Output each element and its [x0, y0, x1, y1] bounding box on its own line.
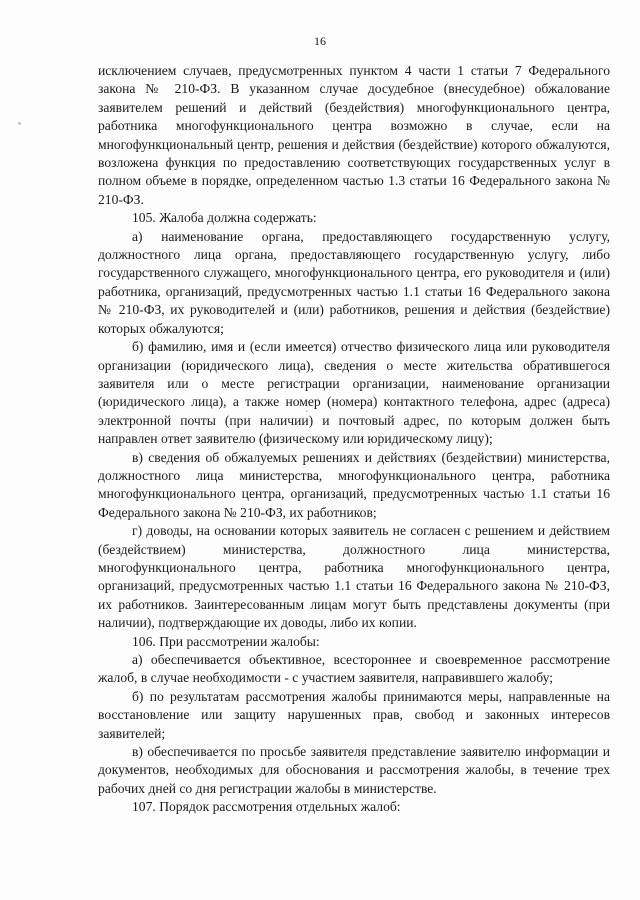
clause-105-item-a: а) наименование органа, предоставляющего государственную услугу, должностного лица органа, предоставляющего государственную услугу, либо государственного служащего, многофункционального центра, его руководителя и (или) работника, организаций, предусмотренных частью 1.1 статьи 16 Федерального закона № 210-ФЗ, их руководителей и (или) работников, решения и действия (бездействие) которых обжалуются;	[98, 228, 610, 336]
clause-105-item-g: г) доводы, на основании которых заявитель не согласен с решением и действием (бездействием) министерства, должностного лица министерства, многофункционального центра, работника многофункционального центра, организаций, предусмотренных частью 1.1 статьи 16 Федерального закона № 210-ФЗ, их работников. Заинтересованным лицам могут быть представлены документы (при наличии), подтверждающие их доводы, либо их копии.	[98, 523, 610, 631]
clause-105-heading: 105. Жалоба должна содержать:	[132, 210, 317, 226]
document-body	[98, 62, 610, 817]
scan-speck	[306, 410, 308, 412]
scan-speck	[18, 122, 21, 125]
clause-106-heading: 106. При рассмотрении жалобы:	[132, 633, 320, 649]
clause-106-item-b: б) по результатам рассмотрения жалобы принимаются меры, направленные на восстановление или защиту нарушенных прав, свобод и законных интересов заявителей;	[98, 688, 610, 741]
page-number: 16	[314, 34, 326, 48]
clause-105-item-b: б) фамилию, имя и (если имеется) отчество физического лица или руководителя организации (юридического лица), сведения о месте жительства обратившегося заявителя или о месте регистрации организации, наименование организации (юридического лица), а также номер (номера) контактного телефона, адрес (адреса) электронной почты (при наличии) и почтовый адрес, по которым должен быть направлен ответ заявителю (физическому или юридическому лицу);	[98, 339, 610, 447]
paragraph-continuation: исключением случаев, предусмотренных пунктом 4 части 1 статьи 7 Федерального закона № 210-ФЗ. В указанном случае досудебное (внесудебное) обжалование заявителем решений и действий (бездействия) многофункционального центра, работника многофункционального центра возможно в случае, если на многофункциональный центр, решения и действия (бездействие) которого обжалуются, возложена функция по предоставлению соответствующих государственных услуг в полном объеме в порядке, определенном частью 1.3 статьи 16 Федерального закона № 210-ФЗ.	[98, 63, 610, 207]
clause-106-item-a: а) обеспечивается объективное, всестороннее и своевременное рассмотрение жалоб, в случае необходимости - с участием заявителя, направившего жалобу;	[98, 652, 610, 686]
clause-105-item-v: в) сведения об обжалуемых решениях и действиях (бездействии) министерства, должностного лица министерства, многофункционального центра, работника многофункционального центра, организаций, предусмотренных частью 1.1 статьи 16 Федерального закона № 210-ФЗ, их работников;	[98, 449, 610, 520]
clause-107-heading: 107. Порядок рассмотрения отдельных жалоб:	[132, 799, 401, 815]
clause-106-item-v: в) обеспечивается по просьбе заявителя представление заявителю информации и документов, необходимых для обоснования и рассмотрения жалобы, в течение трех рабочих дней со дня регистрации жалобы в министерстве.	[98, 744, 610, 796]
